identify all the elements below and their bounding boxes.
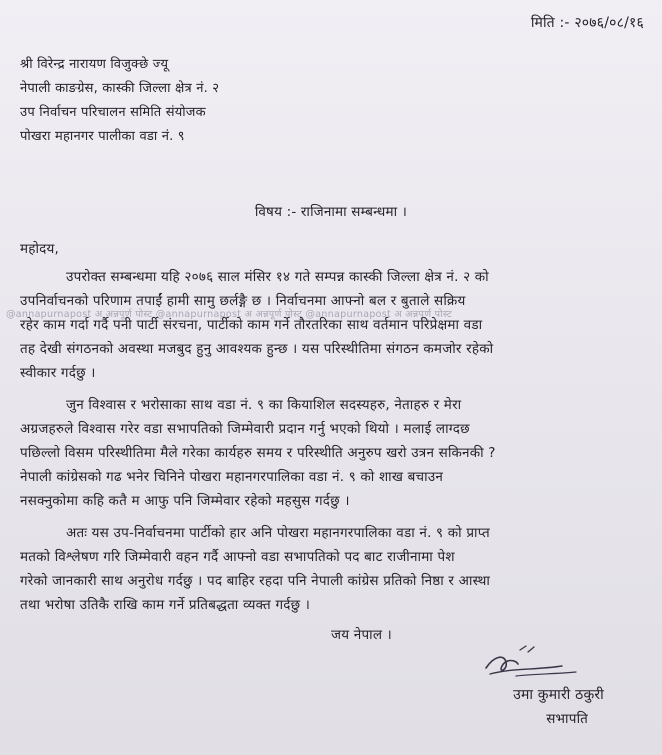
body-line: उपनिर्वाचनको परिणाम तपाईं हामी सामु छर्लङ्गै छ । निर्वाचनमा आफ्नो बल र बुताले सक्रिय <box>20 293 466 309</box>
body-line: अग्रजहरुले विश्वास गरेर वडा सभापतिको जिम्मेवारी प्रदान गर्नु भएको थियो । मलाई लाग्दछ <box>20 421 470 437</box>
body-line: पछिल्लो विसम परिस्थीतिमा मैले गरेका कार्यहरु समय र परिस्थीति अनुरुप खरो उत्रन सकिनकी ? <box>20 445 496 461</box>
signatory-designation: सभापति <box>546 711 588 727</box>
body-line: नेपाली कांग्रेसको गढ भनेर चिनिने पोखरा महानगरपालिका वडा नं. ९ को शाख बचाउन <box>20 469 444 485</box>
letter-subject: विषय :- राजिनामा सम्बन्धमा । <box>254 204 408 220</box>
body-line: उपरोक्त सम्बन्धमा यहि २०७६ साल मंसिर १४ गते सम्पन्न कास्की जिल्ला क्षेत्र नं. २ को <box>66 269 489 285</box>
recipient-name: श्री विरेन्द्र नारायण विजुक्छे ज्यू <box>20 57 169 72</box>
recipient-address: पोखरा महानगर पालीका वडा नं. ९ <box>20 129 185 144</box>
recipient-organization: नेपाली काङग्रेस, कास्की जिल्ला क्षेत्र नं. २ <box>20 81 220 96</box>
recipient-role: उप निर्वाचन परिचालन समिति संयोजक <box>20 105 206 120</box>
handwritten-signature <box>476 638 586 686</box>
body-line: रहेर काम गर्दा गर्दै पनी पार्टी संरचना, पार्टीको काम गर्ने तौरतरिका साथ वर्तमान परिप्रेक्षमा वडा <box>20 317 483 333</box>
letter-date: मिति :- २०७६/०८/१६ <box>530 15 644 31</box>
watermark-text: @annapurnapost अ अन्नपूर्ण पोस्ट @annapurnapost अ अन्नपूर्ण पोस्ट @annapurnapost अ अन्नपूर्ण पोस्ट <box>6 309 452 320</box>
body-line: तथा भरोषा उतिकै राखि काम गर्ने प्रतिबद्धता व्यक्त गर्दछु । <box>20 597 311 613</box>
body-line: अतः यस उप-निर्वाचनमा पार्टीको हार अनि पोखरा महानगरपालिका वडा नं. ९ को प्राप्त <box>66 525 490 541</box>
body-line: तह देखी संगठनको अवस्था मजबुद हुनु आवश्यक हुन्छ । यस परिस्थीतिमा संगठन कमजोर रहेको <box>20 341 494 357</box>
body-line: जुन विश्वास र भरोसाका साथ वडा नं. ९ का कियाशिल सदस्यहरु, नेताहरु र मेरा <box>66 397 462 413</box>
body-line: मतको विश्लेषण गरि जिम्मेवारी वहन गर्दै आफ्नो वडा सभापतिको पद बाट राजीनामा पेश <box>20 549 455 565</box>
signatory-name: उमा कुमारी ठकुरी <box>513 687 604 703</box>
closing-line: जय नेपाल । <box>331 627 392 643</box>
body-line: गरेको जानकारी साथ अनुरोध गर्दछु । पद बाहिर रहदा पनि नेपाली कांग्रेस प्रतिको निष्ठा र आस्था <box>20 573 491 589</box>
salutation: महोदय, <box>20 241 60 257</box>
body-line: स्वीकार गर्दछु । <box>20 365 96 381</box>
body-line: नसक्नुकोमा कहि कतै म आफु पनि जिम्मेवार रहेको महसुस गर्दछु । <box>20 493 350 509</box>
